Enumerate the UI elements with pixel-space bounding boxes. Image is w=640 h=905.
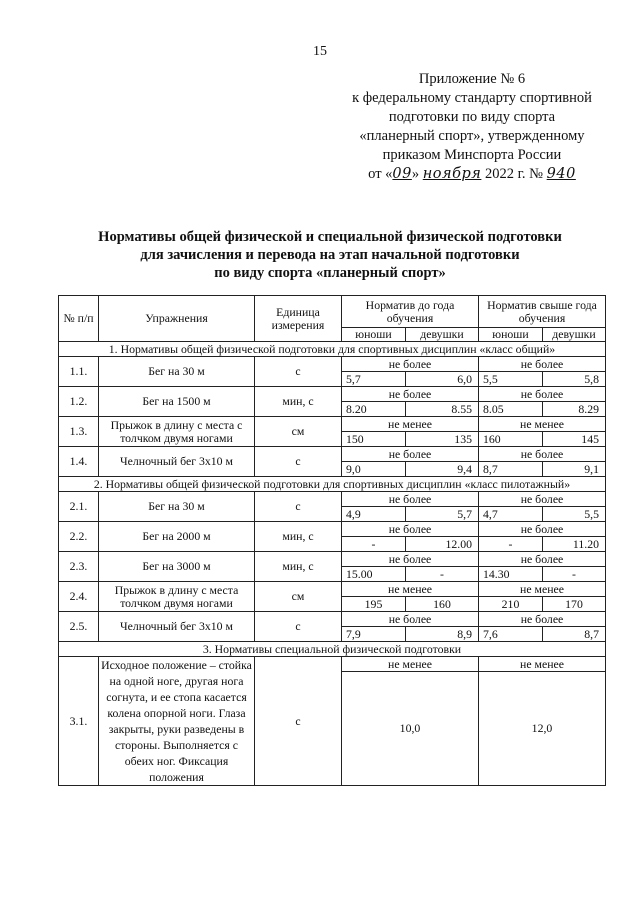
date-prefix: от « (368, 166, 393, 182)
section-row-1 (59, 342, 606, 357)
document-title (60, 228, 600, 282)
row-exercise: Челночный бег 3х10 м (99, 612, 255, 642)
cond-before: не более (342, 522, 479, 537)
row-exercise: Бег на 2000 м (99, 522, 255, 552)
value-before-boys: 7,9 (342, 627, 406, 642)
row-exercise: Прыжок в длину с места с толчком двумя ногами (99, 417, 255, 447)
value-before-girls: 5,7 (406, 507, 479, 522)
header-boys-before: юноши (342, 328, 406, 342)
section-row-2 (59, 477, 606, 492)
table-row (59, 417, 606, 432)
header-girls-after: девушки (543, 328, 606, 342)
value-before-girls: 9,4 (406, 462, 479, 477)
value-after-boys: - (479, 537, 543, 552)
date-day: 09 (392, 166, 412, 182)
table-row (59, 492, 606, 507)
table-row (59, 522, 606, 537)
cond-after: не менее (479, 417, 606, 432)
row-unit: с (255, 357, 342, 387)
cond-after: не менее (479, 657, 606, 672)
section-row-3 (59, 642, 606, 657)
cond-after: не более (479, 357, 606, 372)
value-after-girls: 8,7 (543, 627, 606, 642)
row-unit: с (255, 612, 342, 642)
value-after-girls: 5,8 (543, 372, 606, 387)
row-unit: мин, с (255, 552, 342, 582)
table-row (59, 582, 606, 597)
date-month: ноября (422, 166, 482, 182)
value-before-boys: 9,0 (342, 462, 406, 477)
row-exercise: Бег на 30 м (99, 492, 255, 522)
value-before-boys: 5,7 (342, 372, 406, 387)
row-exercise: Челночный бег 3х10 м (99, 447, 255, 477)
cond-before: не менее (342, 417, 479, 432)
value-before-girls: - (406, 567, 479, 582)
title-line-3: по виду спорта «планерный спорт» (214, 265, 446, 281)
table-row (59, 387, 606, 402)
value-after-girls: 9,1 (543, 462, 606, 477)
title-line-2: для зачисления и перевода на этап начальной подготовки (140, 247, 520, 263)
cond-before: не менее (342, 657, 479, 672)
appendix-line-1: Приложение № 6 (418, 71, 526, 87)
header-row (59, 296, 606, 328)
row-num: 2.5. (59, 612, 99, 642)
value-before-boys: 195 (342, 597, 406, 612)
value-after-boys: 160 (479, 432, 543, 447)
row-unit: мин, с (255, 522, 342, 552)
cond-before: не более (342, 612, 479, 627)
header-norm-before: Норматив до года обучения (342, 296, 479, 328)
value-before-boys: 150 (342, 432, 406, 447)
value-after-boys: 5,5 (479, 372, 543, 387)
value-after-girls: 145 (543, 432, 606, 447)
appendix-line-3: подготовки по виду спорта (388, 109, 556, 125)
appendix-header (342, 70, 602, 184)
table-row (59, 657, 606, 672)
cond-before: не более (342, 492, 479, 507)
row-exercise: Прыжок в длину с места толчком двумя ногами (99, 582, 255, 612)
header-num: № п/п (59, 296, 99, 342)
value-before-girls: 8,9 (406, 627, 479, 642)
row-num: 2.3. (59, 552, 99, 582)
cond-after: не менее (479, 582, 606, 597)
table-row (59, 447, 606, 462)
cond-after: не более (479, 522, 606, 537)
row-num: 2.4. (59, 582, 99, 612)
row-unit: см (255, 582, 342, 612)
cond-before: не менее (342, 582, 479, 597)
cond-before: не более (342, 387, 479, 402)
row-unit: мин, с (255, 387, 342, 417)
norms-table (58, 295, 606, 786)
value-before: 10,0 (342, 672, 479, 786)
row-num: 3.1. (59, 657, 99, 786)
header-exercise: Упражнения (99, 296, 255, 342)
value-before-girls: 12.00 (406, 537, 479, 552)
table-row (59, 357, 606, 372)
appendix-line-2: к федеральному стандарту спортивной (352, 90, 592, 106)
value-after-boys: 8,7 (479, 462, 543, 477)
value-after-boys: 7,6 (479, 627, 543, 642)
appendix-line-5: приказом Минспорта России (382, 147, 562, 163)
cond-before: не более (342, 357, 479, 372)
row-num: 1.3. (59, 417, 99, 447)
row-num: 2.2. (59, 522, 99, 552)
value-after-boys: 4,7 (479, 507, 543, 522)
value-after-boys: 8.05 (479, 402, 543, 417)
row-exercise: Бег на 3000 м (99, 552, 255, 582)
value-after: 12,0 (479, 672, 606, 786)
table-row (59, 612, 606, 627)
cond-before: не более (342, 552, 479, 567)
appendix-line-4: «планерный спорт», утвержденному (359, 128, 585, 144)
value-after-girls: 11.20 (543, 537, 606, 552)
order-number: 940 (546, 166, 576, 182)
header-unit: Единица измерения (255, 296, 342, 342)
row-exercise: Бег на 30 м (99, 357, 255, 387)
header-girls-before: девушки (406, 328, 479, 342)
value-after-girls: 170 (543, 597, 606, 612)
value-before-girls: 135 (406, 432, 479, 447)
title-line-1: Нормативы общей физической и специальной физической подготовки (98, 229, 562, 245)
row-unit: с (255, 447, 342, 477)
cond-after: не более (479, 552, 606, 567)
value-before-girls: 6,0 (406, 372, 479, 387)
value-after-girls: - (543, 567, 606, 582)
date-year: 2022 г. № (481, 166, 547, 182)
table-row (59, 552, 606, 567)
cond-after: не более (479, 387, 606, 402)
row-exercise: Исходное положение – стойка на одной ноге, другая нога согнута, и ее стопа касается колена опорной ноги. Глаза закрыты, руки разведены в стороны. Выполняется с обеих ног. Фиксация положения (99, 657, 255, 786)
appendix-date-line (342, 165, 602, 184)
header-norm-after: Норматив свыше года обучения (479, 296, 606, 328)
row-num: 1.2. (59, 387, 99, 417)
row-unit: с (255, 492, 342, 522)
value-before-girls: 160 (406, 597, 479, 612)
row-num: 1.1. (59, 357, 99, 387)
cond-after: не более (479, 492, 606, 507)
row-unit: с (255, 657, 342, 786)
value-before-boys: 8.20 (342, 402, 406, 417)
cond-before: не более (342, 447, 479, 462)
section-title-1: 1. Нормативы общей физической подготовки для спортивных дисциплин «класс общий» (59, 342, 606, 357)
section-title-3: 3. Нормативы специальной физической подготовки (59, 642, 606, 657)
value-before-girls: 8.55 (406, 402, 479, 417)
value-before-boys: 4,9 (342, 507, 406, 522)
header-boys-after: юноши (479, 328, 543, 342)
row-num: 2.1. (59, 492, 99, 522)
cond-after: не более (479, 612, 606, 627)
value-before-boys: 15.00 (342, 567, 406, 582)
row-num: 1.4. (59, 447, 99, 477)
value-after-girls: 5,5 (543, 507, 606, 522)
row-exercise: Бег на 1500 м (99, 387, 255, 417)
section-title-2: 2. Нормативы общей физической подготовки для спортивных дисциплин «класс пилотажный» (59, 477, 606, 492)
value-after-girls: 8.29 (543, 402, 606, 417)
row-unit: см (255, 417, 342, 447)
date-mid: » (411, 166, 423, 182)
value-before-boys: - (342, 537, 406, 552)
cond-after: не более (479, 447, 606, 462)
page-number: 15 (313, 44, 327, 59)
value-after-boys: 210 (479, 597, 543, 612)
value-after-boys: 14.30 (479, 567, 543, 582)
